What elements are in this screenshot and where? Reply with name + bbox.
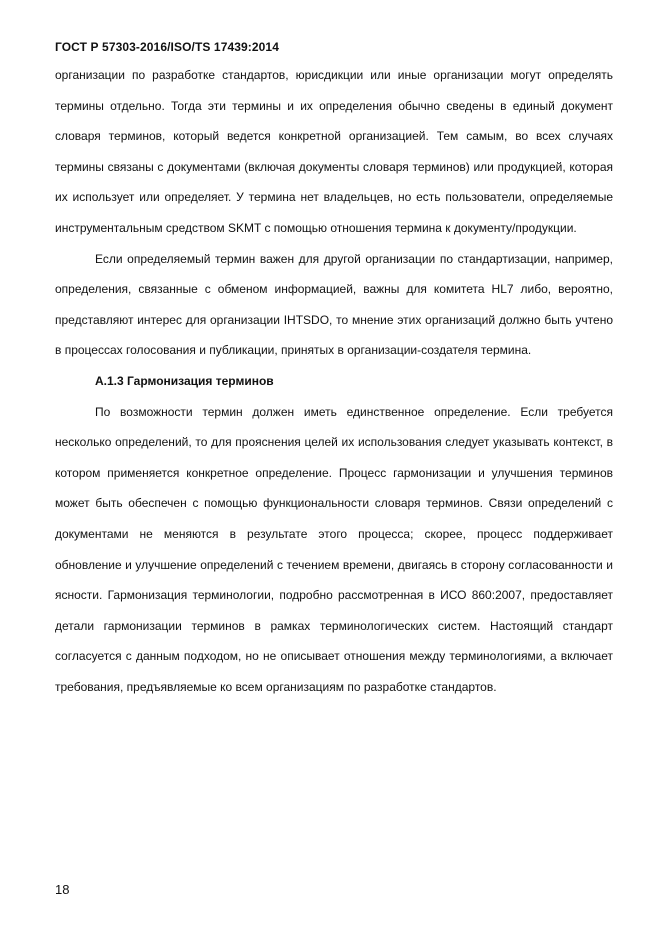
- section-heading: А.1.3 Гармонизация терминов: [95, 373, 274, 388]
- document-header: ГОСТ Р 57303-2016/ISO/TS 17439:2014: [55, 40, 279, 54]
- page-number: 18: [55, 882, 70, 897]
- document-body: [55, 60, 613, 702]
- paragraph-3: По возможности термин должен иметь единственное определение. Если требуется несколько определений, то для прояснения целей их использования следует указывать контекст, в котором применяется конкретное определение. Процесс гармонизации и улучшения терминов может быть обеспечен с помощью функциональности словаря терминов. Связи определений с документами не меняются в результате этого процесса; скорее, процесс поддерживает обновление и улучшение определений с течением времени, двигаясь в сторону согласованности и ясности. Гармонизация терминологии, подробно рассмотренная в ИСО 860:2007, предоставляет детали гармонизации терминов в рамках терминологических систем. Настоящий стандарт согласуется с данным подходом, но не описывает отношения между терминологиями, а включает требования, предъявляемые ко всем организациям по разработке стандартов.: [55, 404, 613, 694]
- paragraph-2: Если определяемый термин важен для другой организации по стандартизации, например, определения, связанные с обменом информацией, важны для комитета HL7 либо, вероятно, представляют интерес для организации IHTSDO, то мнение этих организаций должно быть учтено в процессах голосования и публикации, принятых в организации-создателя термина.: [55, 251, 613, 358]
- paragraph-1: организации по разработке стандартов, юрисдикции или иные организации могут определять термины отдельно. Тогда эти термины и их определения обычно сведены в единый документ словаря терминов, который ведется конкретной организацией. Тем самым, во всех случаях термины связаны с документами (включая документы словаря терминов) или продукцией, которая их использует или определяет. У термина нет владельцев, но есть пользователи, определяемые инструментальным средством SKMT с помощью отношения термина к документу/продукции.: [55, 68, 613, 235]
